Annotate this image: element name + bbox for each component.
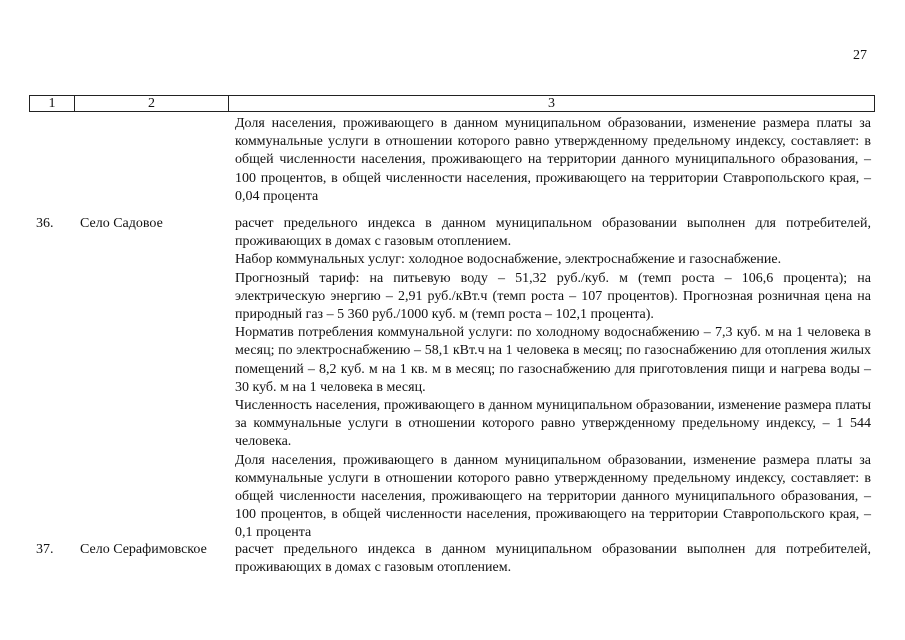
table-header-col-2: 2 (75, 96, 229, 111)
continuation-text (235, 115, 871, 206)
page-number: 27 (853, 48, 867, 63)
row-36-paragraph-2: Набор коммунальных услуг: холодное водоснабжение, электроснабжение и газоснабжение. (235, 252, 782, 268)
row-36-paragraph-1: расчет предельного индекса в данном муниципальном образовании выполнен для потребителей, проживающих в домах с газовым отоплением. (235, 216, 871, 250)
row-36-paragraph-3: Прогнозный тариф: на питьевую воду – 51,32 руб./куб. м (темп роста – 106,6 процента); на электрическую энергию – 2,91 руб./кВт.ч (темп роста – 107 процентов). Прогнозная розничная цена на природный газ – 5 360 руб./1000 куб. м (темп роста – 102,1 процента). (235, 270, 871, 323)
row-36-name: Село Садовое (80, 216, 163, 231)
row-36-paragraph-5: Численность населения, проживающего в данном муниципальном образовании, изменение размера платы за коммунальные услуги в отношении которого равно утвержденному предельному индексу, – 1 544 человека. (235, 398, 871, 450)
row-36-description (235, 215, 871, 543)
row-36-paragraph-4: Норматив потребления коммунальной услуги: по холодному водоснабжению – 7,3 куб. м на 1 человека в месяц; по электроснабжению – 58,1 кВт.ч на 1 человека в месяц; по газоснабжению для отопления жилых помещений – 8,2 куб. м на 1 кв. м в месяц; по газоснабжению для приготовления пищи и нагрева воды – 30 куб. м на 1 человека в месяц. (235, 325, 871, 395)
row-37-description (235, 541, 871, 577)
table-header-col-3: 3 (548, 96, 555, 111)
row-36-paragraph-6: Доля населения, проживающего в данном муниципальном образовании, изменение размера платы за коммунальные услуги в отношении которого равно утвержденному предельному индексу, составляет: в общей численности населения, проживающего на территории данного муниципального образования, – 100 процентов, в общей численности населения, проживающего на территории Ставропольского края, – 0,1 процента (235, 452, 871, 541)
row-37-name: Село Серафимовское (80, 542, 207, 557)
table-header-col-1: 1 (30, 96, 75, 111)
row-37-paragraph-1: расчет предельного индекса в данном муниципальном образовании выполнен для потребителей, проживающих в домах с газовым отоплением. (235, 542, 871, 576)
row-36-number: 36. (36, 216, 54, 231)
table-header-row (29, 95, 875, 112)
row-37-number: 37. (36, 542, 54, 557)
continuation-paragraph: Доля населения, проживающего в данном муниципальном образовании, изменение размера платы за коммунальные услуги в отношении которого равно утвержденному предельному индексу, составляет: в общей численности населения, проживающего на территории данного муниципального образования, – 100 процентов, в общей численности населения, проживающего на территории Ставропольского края, – 0,04 процента (235, 116, 871, 204)
